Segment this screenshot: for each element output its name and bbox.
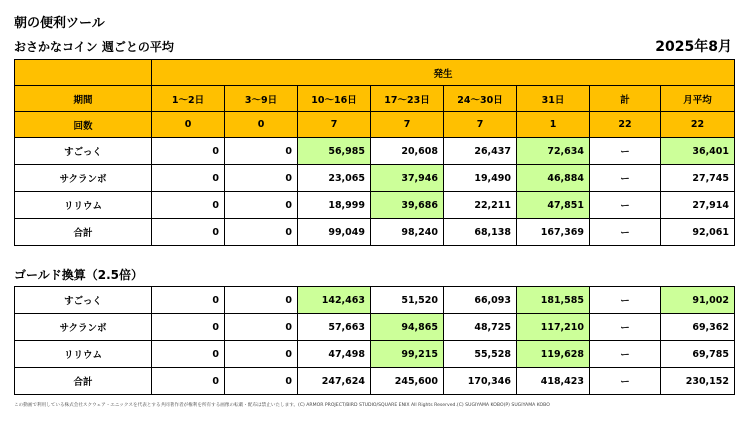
cell-highlight: 39,686	[371, 192, 444, 219]
cell: 48,725	[444, 314, 517, 341]
cell: 0	[225, 192, 298, 219]
row-label: 合計	[15, 368, 152, 395]
table-row	[15, 192, 735, 219]
cell: 57,663	[298, 314, 371, 341]
period-6: 31日	[517, 86, 590, 112]
row-label: リリウム	[15, 341, 152, 368]
cell: 0	[152, 192, 225, 219]
cell-highlight: 47,851	[517, 192, 590, 219]
period-label: 期間	[15, 86, 152, 112]
coin-table	[14, 59, 735, 246]
cell-total: ー	[590, 368, 661, 395]
app-title: 朝の便利ツール	[14, 16, 105, 31]
period-avg: 月平均	[661, 86, 735, 112]
cell-highlight: 94,865	[371, 314, 444, 341]
table-row	[15, 165, 735, 192]
cell: 245,600	[371, 368, 444, 395]
copyright-note: この動画で利用している株式会社スクウェア・エニックスを代表とする共同著作者が権利を所有する画像の転載・配布は禁止いたします。(C) ARMOR PROJECT/BIRD STUDIO/SQUARE ENIX All Rights Reserved.(C) SUGIYAMA KOBO(P) SUGIYAMA KOBO	[14, 403, 550, 408]
cell-highlight: 37,946	[371, 165, 444, 192]
cell: 51,520	[371, 287, 444, 314]
period-5: 24～30日	[444, 86, 517, 112]
cell-highlight: 142,463	[298, 287, 371, 314]
count-label: 回数	[15, 112, 152, 138]
cell: 170,346	[444, 368, 517, 395]
table-row	[15, 287, 735, 314]
period-2: 3～9日	[225, 86, 298, 112]
cell-total: ー	[590, 314, 661, 341]
row-label: すごっく	[15, 287, 152, 314]
period-1: 1～2日	[152, 86, 225, 112]
count-2: 0	[225, 112, 298, 138]
table-row-total	[15, 368, 735, 395]
period-4: 17～23日	[371, 86, 444, 112]
row-label: サクランボ	[15, 165, 152, 192]
row-label: すごっく	[15, 138, 152, 165]
cell-avg: 36,401	[661, 138, 735, 165]
cell: 26,437	[444, 138, 517, 165]
month-label: 2025年8月	[655, 39, 732, 55]
count-5: 7	[444, 112, 517, 138]
table-row	[15, 314, 735, 341]
cell: 47,498	[298, 341, 371, 368]
cell: 18,999	[298, 192, 371, 219]
cell: 19,490	[444, 165, 517, 192]
table-row-total	[15, 219, 735, 246]
cell-avg: 69,362	[661, 314, 735, 341]
cell-total: ー	[590, 165, 661, 192]
table-row	[15, 341, 735, 368]
gold-section-title: ゴールド換算（2.5倍）	[14, 268, 144, 282]
cell-highlight: 46,884	[517, 165, 590, 192]
cell: 0	[152, 314, 225, 341]
cell: 99,049	[298, 219, 371, 246]
count-4: 7	[371, 112, 444, 138]
cell: 22,211	[444, 192, 517, 219]
cell: 98,240	[371, 219, 444, 246]
cell: 167,369	[517, 219, 590, 246]
cell: 0	[152, 165, 225, 192]
cell-highlight: 99,215	[371, 341, 444, 368]
period-3: 10～16日	[298, 86, 371, 112]
row-label: サクランボ	[15, 314, 152, 341]
cell-total: ー	[590, 341, 661, 368]
cell-highlight: 72,634	[517, 138, 590, 165]
count-1: 0	[152, 112, 225, 138]
cell: 20,608	[371, 138, 444, 165]
cell-total: ー	[590, 219, 661, 246]
cell-avg: 27,745	[661, 165, 735, 192]
row-label: 合計	[15, 219, 152, 246]
cell: 0	[225, 138, 298, 165]
cell: 247,624	[298, 368, 371, 395]
cell-total: ー	[590, 287, 661, 314]
count-total: 22	[590, 112, 661, 138]
count-3: 7	[298, 112, 371, 138]
cell-highlight: 119,628	[517, 341, 590, 368]
cell: 0	[152, 287, 225, 314]
cell-highlight: 181,585	[517, 287, 590, 314]
cell: 0	[225, 368, 298, 395]
cell: 55,528	[444, 341, 517, 368]
header-group: 発生	[152, 60, 735, 86]
period-total: 計	[590, 86, 661, 112]
count-6: 1	[517, 112, 590, 138]
table-row	[15, 138, 735, 165]
cell-highlight: 117,210	[517, 314, 590, 341]
cell-avg: 92,061	[661, 219, 735, 246]
header-blank	[15, 60, 152, 86]
cell: 418,423	[517, 368, 590, 395]
page-subtitle: おさかなコイン 週ごとの平均	[14, 40, 174, 54]
cell: 0	[152, 368, 225, 395]
row-label: リリウム	[15, 192, 152, 219]
cell-total: ー	[590, 192, 661, 219]
cell: 68,138	[444, 219, 517, 246]
cell-avg: 230,152	[661, 368, 735, 395]
cell-avg: 69,785	[661, 341, 735, 368]
cell: 0	[225, 341, 298, 368]
cell: 0	[225, 314, 298, 341]
cell: 0	[225, 165, 298, 192]
cell: 66,093	[444, 287, 517, 314]
count-avg: 22	[661, 112, 735, 138]
cell: 0	[225, 219, 298, 246]
cell: 0	[152, 341, 225, 368]
cell: 0	[152, 219, 225, 246]
cell-avg: 91,002	[661, 287, 735, 314]
cell-total: ー	[590, 138, 661, 165]
cell: 0	[152, 138, 225, 165]
cell: 0	[225, 287, 298, 314]
cell-avg: 27,914	[661, 192, 735, 219]
cell-highlight: 56,985	[298, 138, 371, 165]
cell: 23,065	[298, 165, 371, 192]
gold-table	[14, 286, 735, 395]
